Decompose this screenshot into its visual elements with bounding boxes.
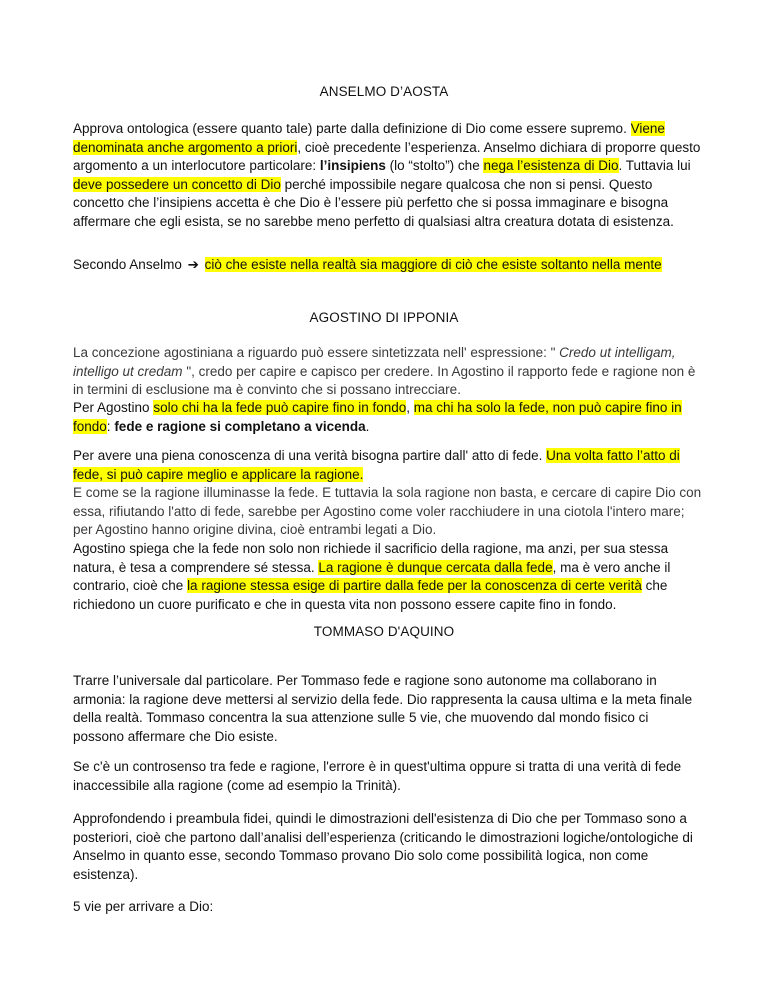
- highlight-ragione-esige: la ragione stessa esige di partire dalla fede per la conoscenza di certe verità: [187, 578, 642, 594]
- text-run: che richiedono un cuore purificato e che in questa vita non possono essere capite fino in fondo.: [73, 578, 668, 612]
- highlight-a-priori: Viene denominata anche argomento a priori: [73, 121, 665, 155]
- text-run: ,: [406, 400, 414, 415]
- bold-fede-ragione: fede e ragione si completano a vicenda: [114, 418, 366, 434]
- text-run: :: [106, 418, 115, 434]
- text-run: Per avere una piena conoscenza di una verità bisogna partire dall' atto di fede.: [73, 448, 547, 463]
- highlight-solo-la-fede: ma chi ha solo la fede, non può capire fino in fondo: [73, 400, 682, 434]
- paragraph-preambula-fidei: Approfondendo i preambula fidei, quindi le dimostrazioni dell'esistenza di Dio che per Tommaso sono a posteriori, cioè che partono dall’analisi dell’esperienza (criticando le dimostrazioni logiche/ontologiche di Anselmo in quanto esse, secondo Tommaso provano Dio solo come possibilità logica, non come esistenza).: [73, 811, 693, 882]
- section-heading-anselmo: ANSELMO D’AOSTA: [319, 84, 449, 99]
- text-run: Approva ontologica (essere quanto tale) parte dalla definizione di Dio come essere supremo.: [73, 121, 627, 136]
- text-run: Per Agostino: [73, 400, 154, 415]
- text-run: La concezione agostiniana a riguardo può essere sintetizzata nell' espressione: ": [73, 345, 560, 360]
- text-run: (lo “stolto”) che: [385, 158, 484, 174]
- paragraph-piena-conoscenza: [73, 447, 703, 484]
- paragraph-tommaso-universale: Trarre l’universale dal particolare. Per Tommaso fede e ragione sono autonome ma collaborano in armonia: la ragione deve mettersi al servizio della fede. Dio rappresenta la causa ultima e la meta finale della realtà. Tommaso concentra la sua attenzione sulle 5 vie, che muovendo dal mondo fisico ci possono affermare che Dio esiste.: [73, 673, 693, 744]
- paragraph-secondo-anselmo: [73, 256, 703, 275]
- text-run: Agostino spiega che la fede non solo non richiede il sacrificio della ragione, ma anzi, per sua stessa natura, è tesa a comprendere sé stessa.: [73, 541, 669, 575]
- arrow-right-icon: ➔: [187, 257, 199, 272]
- text-run: . Tuttavia lui: [618, 158, 691, 174]
- paragraph-per-agostino: [73, 399, 703, 436]
- text-run: , ma è vero anche il contrario, cioè che: [73, 559, 671, 594]
- paragraph-agostino-concezione: [73, 344, 703, 400]
- highlight-ragione-cercata: La ragione è dunque cercata dalla fede: [318, 559, 553, 575]
- text-run: .: [365, 418, 370, 434]
- highlight-nega-esistenza: nega l’esistenza di Dio: [483, 158, 619, 174]
- highlight-realta-mente: ciò che esiste nella realtà sia maggiore di ciò che esiste soltanto nella mente: [204, 257, 662, 272]
- paragraph-agostino-spiega: [73, 540, 703, 614]
- highlight-solo-chi-fede: solo chi ha la fede può capire fino in fondo: [153, 400, 407, 415]
- text-run: perché impossibile negare qualcosa che non si pensi. Questo concetto che l’insipiens accetta è che Dio è l’essere più perfetto che si possa immaginare e bisogna affermare che egli esista, se no sarebbe meno perfetto di qualsiasi altra creatura dotata di esistenza.: [73, 176, 674, 229]
- highlight-concetto-dio: deve possedere un concetto di Dio: [73, 176, 281, 192]
- bold-insipiens: l’insipiens: [319, 158, 386, 174]
- text-run: Secondo Anselmo: [73, 257, 186, 272]
- paragraph-controsenso: Se c'è un controsenso tra fede e ragione, l'errore è in quest'ultima oppure si tratta di una verità di fede inaccessibile alla ragione (come ad esempio la Trinità).: [73, 759, 682, 793]
- section-heading-agostino: AGOSTINO DI IPPONIA: [309, 310, 459, 325]
- paragraph-ragione-illumina: E come se la ragione illuminasse la fede. E tuttavia la sola ragione non basta, e cercare di capire Dio con essa, rifiutando l'atto di fede, sarebbe per Agostino come voler racchiudere in una ciotola l'intero mare; per Agostino hanno origine divina, cioè entrambi legati a Dio.: [73, 485, 702, 538]
- paragraph-anselmo-definition: [73, 120, 703, 232]
- paragraph-cinque-vie: 5 vie per arrivare a Dio:: [73, 899, 214, 914]
- section-heading-tommaso: TOMMASO D'AQUINO: [313, 624, 455, 639]
- highlight-atto-di-fede: Una volta fatto l’atto di fede, si può capire meglio e applicare la ragione.: [73, 448, 680, 482]
- text-run: , cioè precedente l’esperienza. Anselmo dichiara di proporre questo argomento a un interlocutore particolare:: [73, 139, 701, 174]
- text-run: ", credo per capire e capisco per credere. In Agostino il rapporto fede e ragione non è in termini di esclusione ma è convinto che si possano intrecciare.: [73, 363, 696, 398]
- italic-credo-ut-intelligam: Credo ut intelligam, intelligo ut credam: [73, 345, 676, 379]
